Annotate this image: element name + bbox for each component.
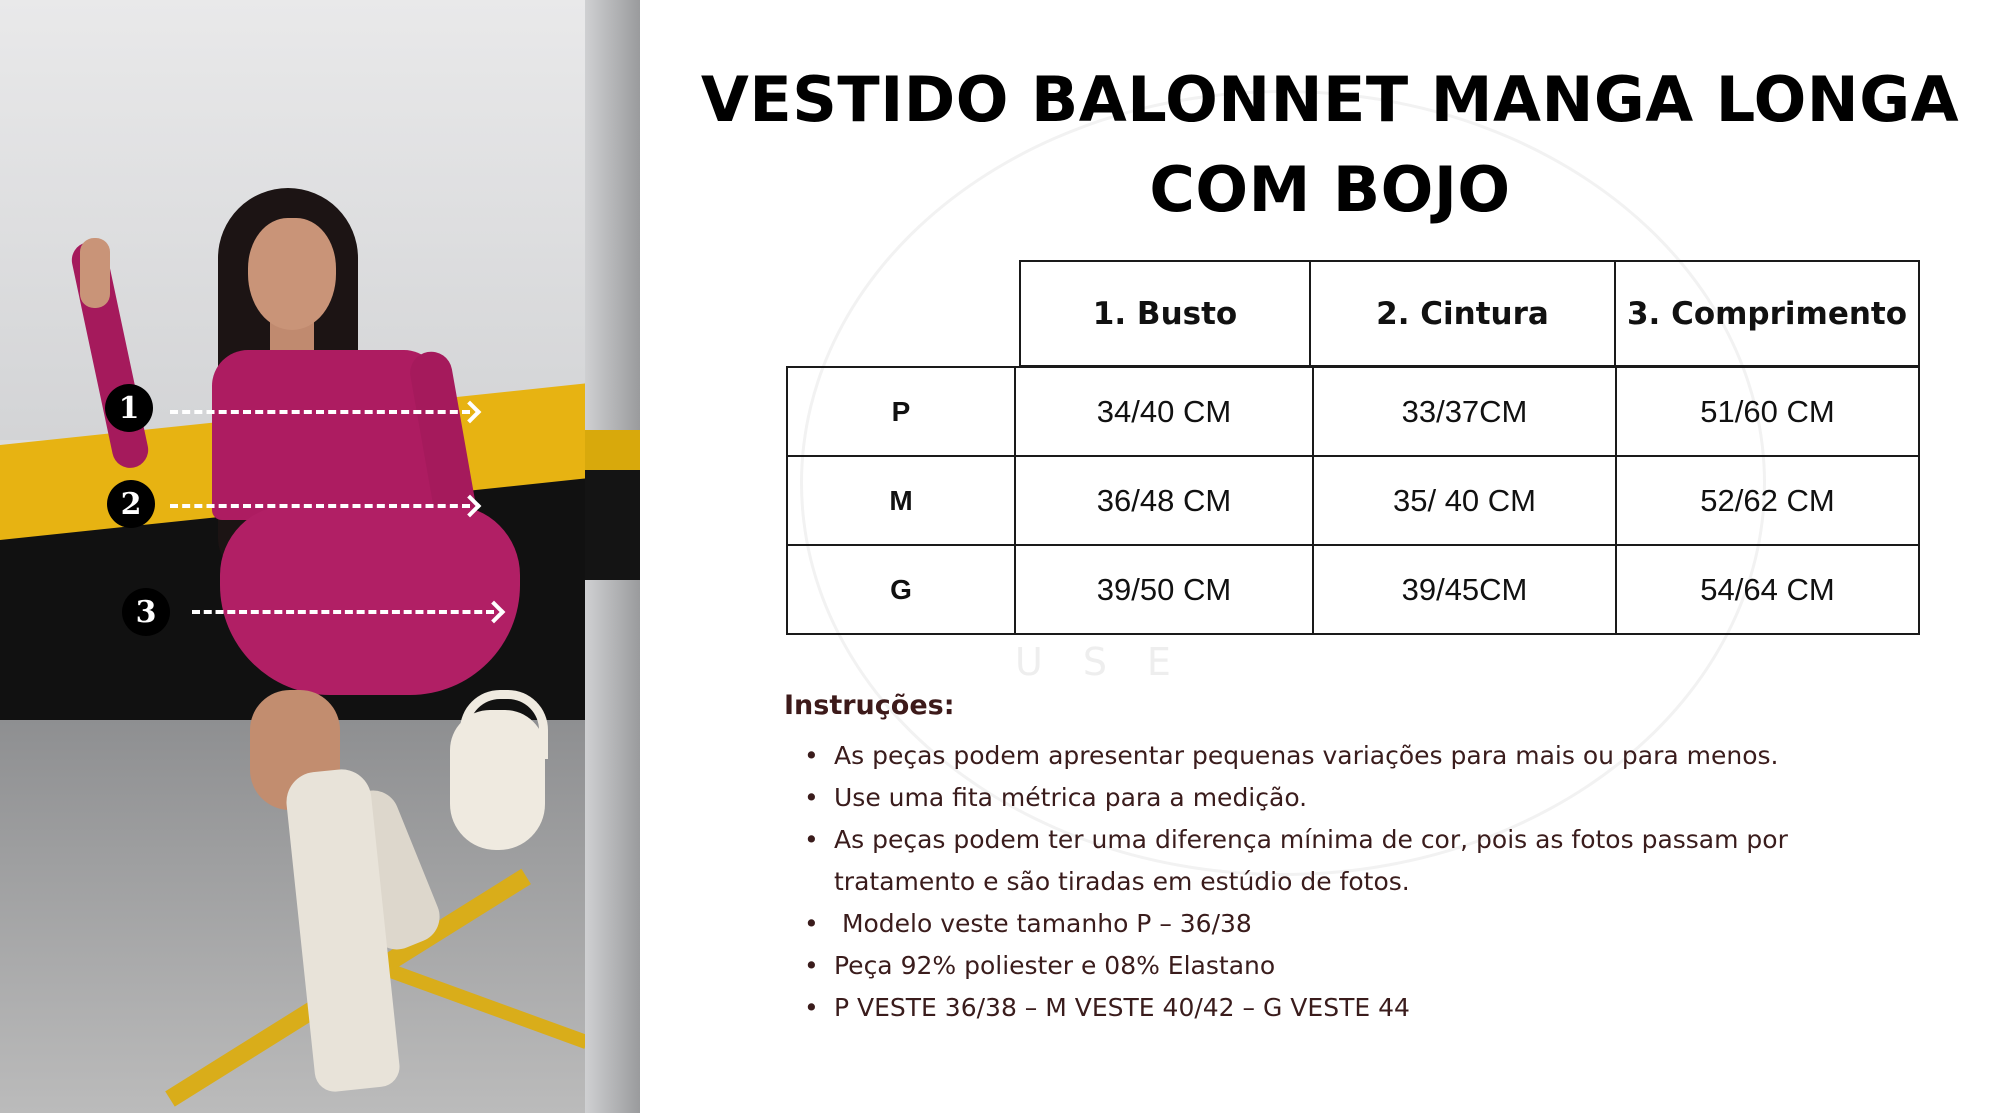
pillar-band [585,430,640,470]
model-photo [0,0,640,1113]
size-table-header [1019,260,1920,367]
marker-busto: 1 [105,384,153,432]
white-handbag [450,710,545,850]
instruction-text: Use uma fita métrica para a medição. [834,783,1308,812]
instructions-list [784,735,1904,1029]
bullet-icon: • [804,993,819,1022]
list-item [784,819,1904,903]
arrow-cintura [170,504,470,508]
cintura-value: 39/45CM [1313,545,1616,634]
header-busto: 1. Busto [1092,295,1238,332]
list-item [784,945,1904,987]
model-face [248,218,336,330]
arrow-comprimento [192,610,494,614]
comprimento-value: 54/64 CM [1616,545,1919,634]
instruction-text: As peças podem apresentar pequenas variações para mais ou para menos. [834,741,1779,770]
comprimento-value: 52/62 CM [1616,456,1919,545]
cintura-value: 35/ 40 CM [1313,456,1616,545]
arrow-busto [170,410,470,414]
marker-comprimento: 3 [122,588,170,636]
list-item [784,903,1904,945]
title-line-1: VESTIDO BALONNET MANGA LONGA [700,63,1960,136]
instruction-text: As peças podem ter uma diferença mínima de cor, pois as fotos passam por tratamento e são tiradas em estúdio de fotos. [834,825,1788,896]
header-cintura: 2. Cintura [1309,262,1614,365]
instructions-title: Instruções: [784,690,955,721]
instruction-text: Modelo veste tamanho P – 36/38 [834,909,1252,938]
page-title [700,55,1960,235]
list-item [784,987,1904,1029]
size-label: G [787,545,1015,634]
busto-value: 36/48 CM [1015,456,1313,545]
size-label: M [787,456,1015,545]
table-row [787,456,1919,545]
size-label: P [787,367,1015,456]
list-item [784,777,1904,819]
instruction-text: P VESTE 36/38 – M VESTE 40/42 – G VESTE 44 [834,993,1410,1022]
list-item [784,735,1904,777]
watermark-text: USE [1015,640,1211,684]
instruction-text: Peça 92% poliester e 08% Elastano [834,951,1276,980]
model-left-hand [80,238,110,308]
bullet-icon: • [804,951,819,980]
dress-bodice [212,350,440,520]
pillar-band [585,470,640,580]
table-row [787,367,1919,456]
dress-skirt [220,505,520,695]
bullet-icon: • [804,825,819,854]
bullet-icon: • [804,909,819,938]
bullet-icon: • [804,783,819,812]
busto-value: 39/50 CM [1015,545,1313,634]
size-table [786,366,1920,635]
title-line-2: COM BOJO [1149,153,1511,226]
cintura-value: 33/37CM [1313,367,1616,456]
header-comprimento: 3. Comprimento [1614,262,1918,365]
marker-cintura: 2 [107,480,155,528]
bullet-icon: • [804,741,819,770]
table-row [787,545,1919,634]
busto-value: 34/40 CM [1015,367,1313,456]
comprimento-value: 51/60 CM [1616,367,1919,456]
